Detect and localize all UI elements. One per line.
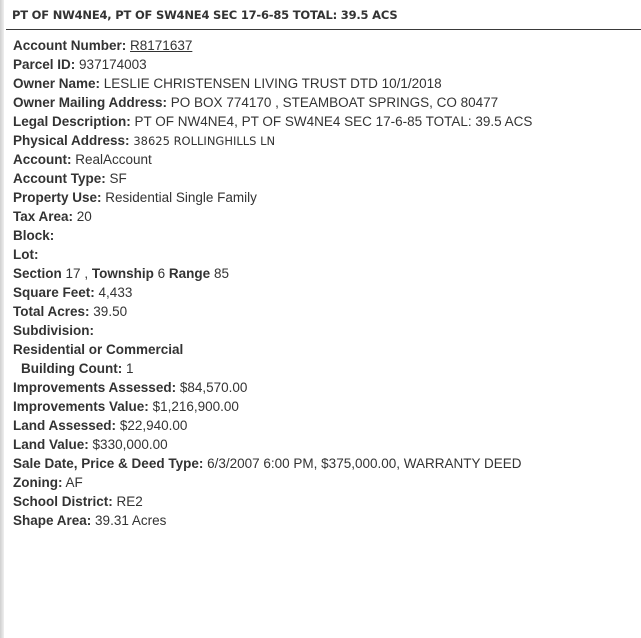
field-value: 937174003 [79, 57, 147, 72]
field-building-count [13, 359, 633, 378]
field-label: Property Use: [13, 190, 102, 205]
field-value: LESLIE CHRISTENSEN LIVING TRUST DTD 10/1/2018 [103, 76, 442, 91]
field-label: Account: [13, 152, 72, 167]
field-label: Parcel ID: [13, 57, 76, 72]
field-section-township-range [13, 264, 633, 283]
field-value: SF [109, 171, 127, 186]
field-value: 39.31 Acres [95, 513, 167, 528]
field-label: Lot: [13, 247, 39, 262]
account-number-link[interactable]: R8171637 [130, 38, 193, 53]
field-parcel-id [13, 55, 633, 74]
field-sale [13, 454, 633, 473]
field-improvements-assessed [13, 378, 633, 397]
field-label: Square Feet: [13, 285, 95, 300]
field-value: $330,000.00 [92, 437, 168, 452]
field-value: $1,216,900.00 [152, 399, 239, 414]
field-value: 1 [125, 361, 134, 376]
field-improvements-value [13, 397, 633, 416]
field-value: PO BOX 774170 , STEAMBOAT SPRINGS, CO 80477 [170, 95, 499, 110]
field-label: Improvements Assessed: [13, 380, 177, 395]
parcel-details [13, 36, 633, 530]
field-owner-name [13, 74, 633, 93]
section-label: Section [13, 266, 62, 281]
field-tax-area [13, 207, 633, 226]
field-account [13, 150, 633, 169]
section-value: 17 [65, 266, 81, 281]
field-total-acres [13, 302, 633, 321]
field-label: Subdivision: [13, 323, 94, 338]
field-subdivision [13, 321, 633, 340]
field-label: Owner Name: [13, 76, 101, 91]
field-label: School District: [13, 494, 113, 509]
field-land-value [13, 435, 633, 454]
popup-title: PT OF NW4NE4, PT OF SW4NE4 SEC 17-6-85 TOTAL: 39.5 ACS [12, 8, 398, 22]
field-legal-description [13, 112, 633, 131]
field-value: RealAccount [75, 152, 152, 167]
field-value: RE2 [116, 494, 143, 509]
popup-header [6, 0, 641, 30]
map-panel-edge [0, 0, 4, 638]
field-account-number [13, 36, 633, 55]
field-label: Residential or Commercial [13, 342, 184, 357]
field-label: Tax Area: [13, 209, 74, 224]
field-label: Total Acres: [13, 304, 90, 319]
field-property-use [13, 188, 633, 207]
township-value: 6 [157, 266, 166, 281]
field-label: Shape Area: [13, 513, 92, 528]
field-value: 38625 ROLLINGHILLS LN [133, 134, 276, 148]
field-value: 4,433 [98, 285, 133, 300]
field-value: 6/3/2007 6:00 PM, $375,000.00, WARRANTY DEED [207, 456, 522, 471]
field-zoning [13, 473, 633, 492]
field-label: Account Number: [13, 38, 127, 53]
field-residential-or-commercial [13, 340, 633, 359]
field-label: Physical Address: [13, 133, 130, 148]
field-label: Improvements Value: [13, 399, 149, 414]
field-square-feet [13, 283, 633, 302]
field-value: $22,940.00 [119, 418, 188, 433]
field-value: 20 [76, 209, 92, 224]
separator: , [84, 266, 89, 281]
field-label: Legal Description: [13, 114, 131, 129]
field-physical-address [13, 131, 633, 150]
field-value: AF [65, 475, 83, 490]
range-label: Range [168, 266, 211, 281]
field-label: Account Type: [13, 171, 106, 186]
township-label: Township [91, 266, 154, 281]
field-value: PT OF NW4NE4, PT OF SW4NE4 SEC 17-6-85 TOTAL: 39.5 ACS [134, 114, 533, 129]
field-value: $84,570.00 [179, 380, 248, 395]
field-owner-mailing-address [13, 93, 633, 112]
field-label: Owner Mailing Address: [13, 95, 168, 110]
field-label: Land Value: [13, 437, 89, 452]
field-label: Sale Date, Price & Deed Type: [13, 456, 204, 471]
field-account-type [13, 169, 633, 188]
field-value: Residential Single Family [105, 190, 257, 205]
field-value: 39.50 [93, 304, 128, 319]
field-school-district [13, 492, 633, 511]
field-label: Zoning: [13, 475, 63, 490]
field-block [13, 226, 633, 245]
field-label: Land Assessed: [13, 418, 117, 433]
field-label: Building Count: [21, 361, 123, 376]
field-land-assessed [13, 416, 633, 435]
range-value: 85 [213, 266, 229, 281]
field-label: Block: [13, 228, 55, 243]
field-lot [13, 245, 633, 264]
field-shape-area [13, 511, 633, 530]
